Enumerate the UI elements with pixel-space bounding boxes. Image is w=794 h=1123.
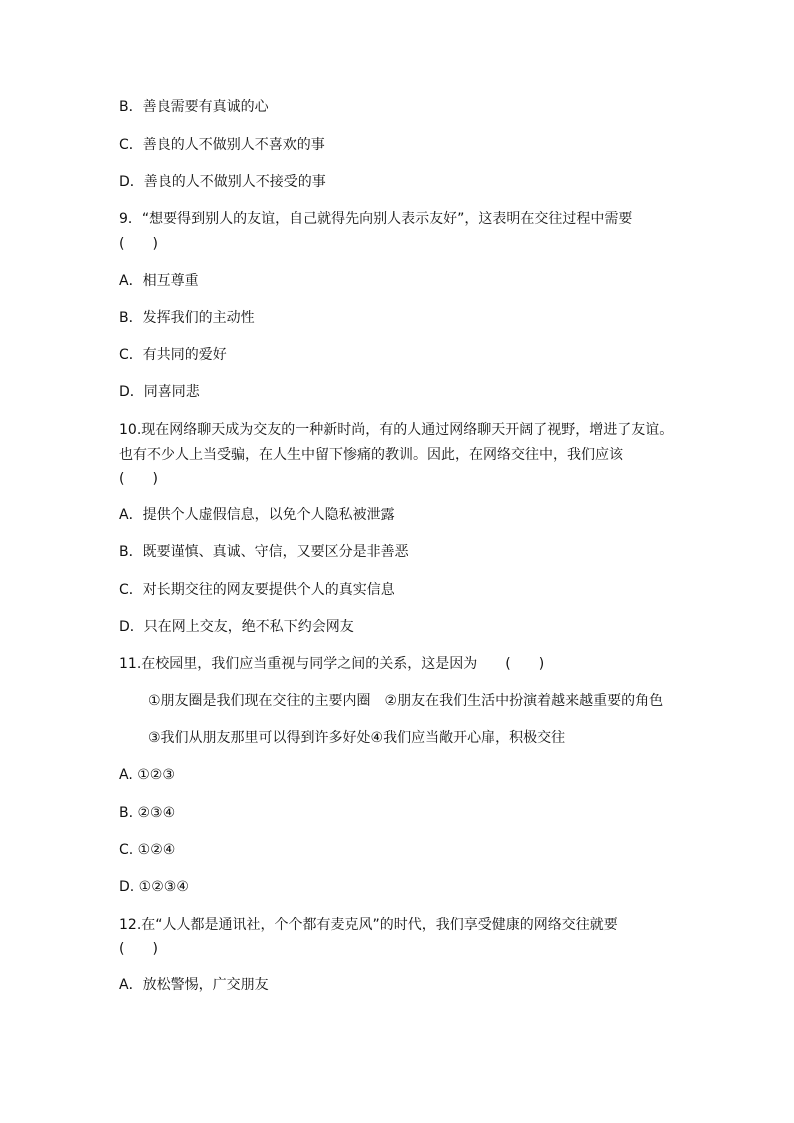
q10-answer-bracket: ( ) [119,471,158,487]
q11-option-c: C. ①②④ [119,842,176,858]
q12-option-a: A．放松警惕，广交朋友 [119,977,269,993]
q9-option-c: C．有共同的爱好 [119,347,227,363]
q9-option-d: D．同喜同悲 [119,384,200,400]
q12-answer-bracket: ( ) [119,941,158,957]
q11-statements-line1: ①朋友圈是我们现在交往的主要内圈 ②朋友在我们生活中扮演着越来越重要的角色 [148,693,664,709]
q11-option-a: A. ①②③ [119,767,175,783]
q9-answer-bracket: ( ) [119,236,158,252]
q10-option-a: A．提供个人虚假信息，以免个人隐私被泄露 [119,507,395,523]
q10-option-c: C．对长期交往的网友要提供个人的真实信息 [119,582,395,598]
q12-stem: 12.在“人人都是通讯社，个个都有麦克风”的时代，我们享受健康的网络交往就要 [119,917,618,933]
q11-option-d: D. ①②③④ [119,879,189,895]
q9-stem: 9．“想要得到别人的友谊，自己就得先向别人表示友好”，这表明在交往过程中需要 [119,211,633,227]
q10-option-b: B．既要谨慎、真诚、守信，又要区分是非善恶 [119,544,409,560]
q10-stem-line1: 10.现在网络聊天成为交友的一种新时尚，有的人通过网络聊天开阔了视野，增进了友谊。 [119,422,674,438]
q11-option-b: B. ②③④ [119,805,176,821]
q9-option-b: B．发挥我们的主动性 [119,310,255,326]
q8-option-b: B．善良需要有真诚的心 [119,99,269,115]
q11-statements-line2: ③我们从朋友那里可以得到许多好处④我们应当敞开心扉，积极交往 [148,730,566,746]
q10-option-d: D．只在网上交友，绝不私下约会网友 [119,619,354,635]
q10-stem-line2: 也有不少人上当受骗，在人生中留下惨痛的教训。因此，在网络交往中，我们应该 [119,447,623,463]
q8-option-d: D．善良的人不做别人不接受的事 [119,174,326,190]
q8-option-c: C．善良的人不做别人不喜欢的事 [119,137,325,153]
q11-stem: 11.在校园里，我们应当重视与同学之间的关系，这是因为 ( ) [119,656,545,672]
q9-option-a: A．相互尊重 [119,273,199,289]
